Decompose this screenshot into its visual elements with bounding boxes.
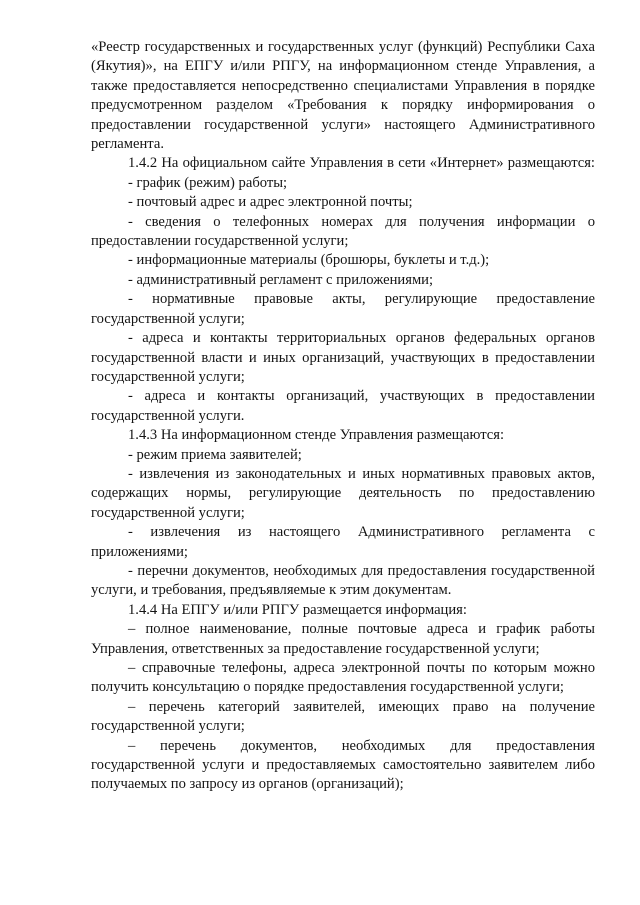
paragraph-1-4-3-heading: 1.4.3 На информационном стенде Управления размещаются: xyxy=(128,427,505,444)
list-item-organizations-contacts: - адреса и контакты организаций, участвующих в предоставлении государственной услуги. xyxy=(91,388,595,424)
list-item-schedule: - график (режим) работы; xyxy=(128,174,288,191)
list-item-full-name-addresses: – полное наименование, полные почтовые адреса и график работы Управления, ответственных за предоставление государственной услуги; xyxy=(91,621,595,657)
list-item-federal-bodies-contacts: - адреса и контакты территориальных органов федеральных органов государственной власти и иных организаций, участвующих в предоставлении государственной услуги; xyxy=(91,330,595,385)
paragraph-1-4-4-heading: 1.4.4 На ЕПГУ и/или РПГУ размещается информация: xyxy=(128,601,467,618)
paragraph-registry-continuation: «Реестр государственных и государственных услуг (функций) Республики Саха (Якутия)», на ЕПГУ и/или РПГУ, на информационном стенде Управления, а также предоставляется непосредственно специалистами Управления в порядке предусмотренном разделом «Требования к порядку информирования о предоставлении государственной услуги» настоящего Административного регламента. xyxy=(91,39,595,153)
paragraph-1-4-2-heading: 1.4.2 На официальном сайте Управления в сети «Интернет» размещаются: xyxy=(128,155,595,172)
list-item-legal-acts: - нормативные правовые акты, регулирующие предоставление государственной услуги; xyxy=(91,291,595,327)
list-item-regulation-extracts: - извлечения из настоящего Административного регламента с приложениями; xyxy=(91,524,595,560)
list-item-required-documents: – перечень документов, необходимых для предоставления государственной услуги и предоставляемых самостоятельно заявителем либо получаемых по запросу из органов (организаций); xyxy=(91,737,595,793)
list-item-admin-regulation: - административный регламент с приложениями; xyxy=(128,271,434,288)
list-item-document-lists: - перечни документов, необходимых для предоставления государственной услуги, и требования, предъявляемые к этим документам. xyxy=(91,562,595,599)
list-item-reference-phones: – справочные телефоны, адреса электронной почты по которым можно получить консультацию о порядке предоставления государственной услуги; xyxy=(91,660,595,696)
list-item-reception-mode: - режим приема заявителей; xyxy=(128,446,302,463)
list-item-info-materials: - информационные материалы (брошюры, буклеты и т.д.); xyxy=(128,252,490,269)
list-item-applicant-categories: – перечень категорий заявителей, имеющих право на получение государственной услуги; xyxy=(91,698,595,735)
list-item-postal-address: - почтовый адрес и адрес электронной почты; xyxy=(128,194,413,211)
list-item-legislation-extracts: - извлечения из законодательных и иных нормативных правовых актов, содержащих нормы, регулирующие деятельность по предоставлению государственной услуги; xyxy=(91,465,595,521)
list-item-phone-numbers: - сведения о телефонных номерах для получения информации о предоставлении государственной услуги; xyxy=(91,213,595,250)
